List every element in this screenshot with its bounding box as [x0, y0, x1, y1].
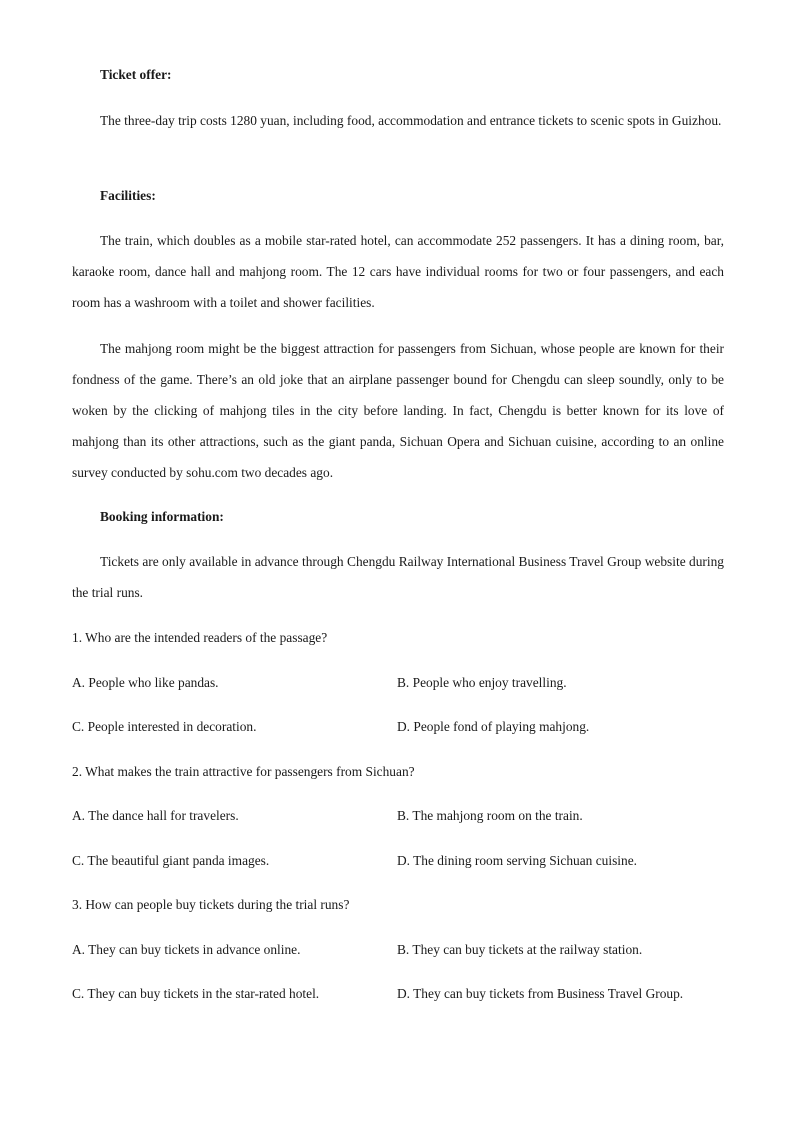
booking-paragraph: Tickets are only available in advance through Chengdu Railway International Business Travel Group website during the trial runs.: [72, 554, 724, 600]
question-1-option-b: B. People who enjoy travelling.: [397, 675, 567, 690]
ticket-offer-paragraph: The three-day trip costs 1280 yuan, including food, accommodation and entrance tickets to scenic spots in Guizhou.: [100, 113, 722, 128]
question-3-option-a: A. They can buy tickets in advance online.: [72, 942, 301, 957]
question-2-option-c: C. The beautiful giant panda images.: [72, 853, 270, 868]
question-3-option-b: B. They can buy tickets at the railway station.: [397, 942, 643, 957]
question-2-option-d: D. The dining room serving Sichuan cuisine.: [397, 853, 638, 868]
ticket-offer-heading: Ticket offer:: [100, 67, 172, 82]
facilities-paragraph-1: The train, which doubles as a mobile star-rated hotel, can accommodate 252 passengers. It has a dining room, bar, karaoke room, dance hall and mahjong room. The 12 cars have individual rooms for two or four passengers, and each room has a washroom with a toilet and shower facilities.: [72, 233, 724, 310]
question-1-option-a: A. People who like pandas.: [72, 675, 219, 690]
question-1: 1. Who are the intended readers of the passage?: [72, 630, 328, 645]
question-1-option-c: C. People interested in decoration.: [72, 719, 257, 734]
question-2-option-a: A. The dance hall for travelers.: [72, 808, 239, 823]
facilities-heading: Facilities:: [100, 188, 156, 203]
question-3-option-d: D. They can buy tickets from Business Travel Group.: [397, 986, 684, 1001]
booking-heading: Booking information:: [100, 509, 224, 524]
question-2: 2. What makes the train attractive for passengers from Sichuan?: [72, 764, 415, 779]
question-2-option-b: B. The mahjong room on the train.: [397, 808, 583, 823]
facilities-paragraph-2: The mahjong room might be the biggest attraction for passengers from Sichuan, whose people are known for their fondness of the game. There’s an old joke that an airplane passenger bound for Chengdu can sleep soundly, only to be woken by the clicking of mahjong tiles in the city before landing. In fact, Chengdu is better known for its love of mahjong than its other attractions, such as the giant panda, Sichuan Opera and Sichuan cuisine, according to an online survey conducted by sohu.com two decades ago.: [72, 341, 724, 480]
question-3-option-c: C. They can buy tickets in the star-rated hotel.: [72, 986, 320, 1001]
question-3: 3. How can people buy tickets during the trial runs?: [72, 897, 350, 912]
question-1-option-d: D. People fond of playing mahjong.: [397, 719, 590, 734]
